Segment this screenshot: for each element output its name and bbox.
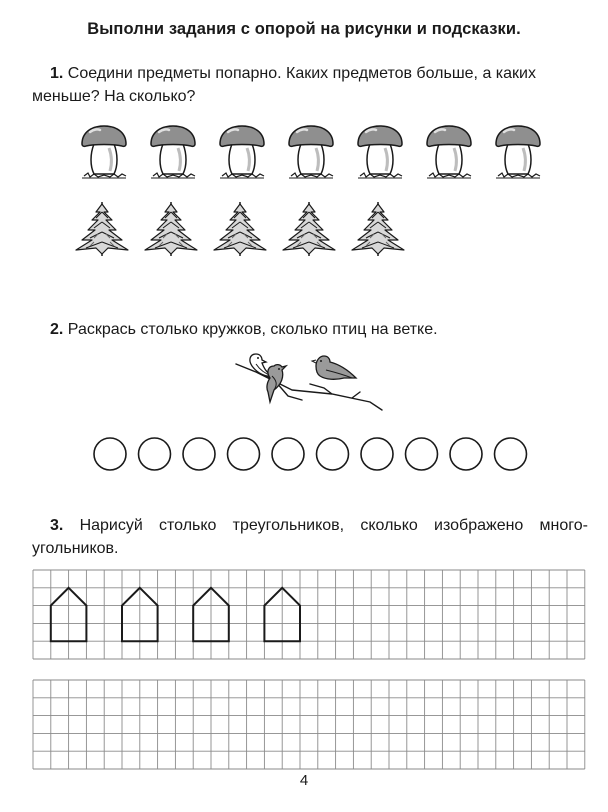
empty-circle[interactable] (361, 438, 393, 470)
task-3-instruction: Нарисуй столько треугольников, сколько изображено много-угольников. (32, 517, 588, 557)
drawing-grid-with-polygons[interactable] (32, 569, 592, 661)
empty-circle[interactable] (94, 438, 126, 470)
mushroom-icon (147, 124, 199, 182)
empty-circle[interactable] (495, 438, 527, 470)
mushroom-icon (354, 124, 406, 182)
empty-drawing-grid[interactable] (32, 679, 592, 771)
empty-circle[interactable] (139, 438, 171, 470)
birds-on-branch-icon (232, 350, 392, 416)
fir-tree-icon (210, 198, 270, 262)
bird-icon (267, 365, 286, 402)
task-3-number: 3. (50, 517, 64, 534)
empty-circle[interactable] (272, 438, 304, 470)
fir-tree-icon (279, 198, 339, 262)
empty-circle[interactable] (406, 438, 438, 470)
task-1-text (32, 62, 572, 108)
mushroom-icon (216, 124, 268, 182)
empty-circle[interactable] (183, 438, 215, 470)
task-2-number: 2. (50, 321, 64, 338)
fir-tree-icon (72, 198, 132, 262)
empty-circle[interactable] (317, 438, 349, 470)
circles-to-color (92, 434, 532, 474)
fir-tree-icon (348, 198, 408, 262)
task-1-number: 1. (50, 65, 64, 82)
page-title: Выполни задания с опорой на рисунки и подсказки. (87, 20, 521, 38)
task-2-text (50, 318, 570, 341)
fir-tree-icon (141, 198, 201, 262)
empty-circle[interactable] (228, 438, 260, 470)
page-number: 4 (299, 772, 309, 789)
mushroom-icon (423, 124, 475, 182)
task-2-instruction: Раскрась столько кружков, сколько птиц на ветке. (67, 321, 438, 338)
mushroom-icon (78, 124, 130, 182)
mushroom-icon (285, 124, 337, 182)
bird-icon (312, 356, 356, 379)
empty-circle[interactable] (450, 438, 482, 470)
mushroom-icon (492, 124, 544, 182)
task-1-instruction: Соедини предметы попарно. Каких предметов больше, а каких меньше? На сколько? (32, 65, 536, 105)
task-3-text (32, 514, 588, 560)
